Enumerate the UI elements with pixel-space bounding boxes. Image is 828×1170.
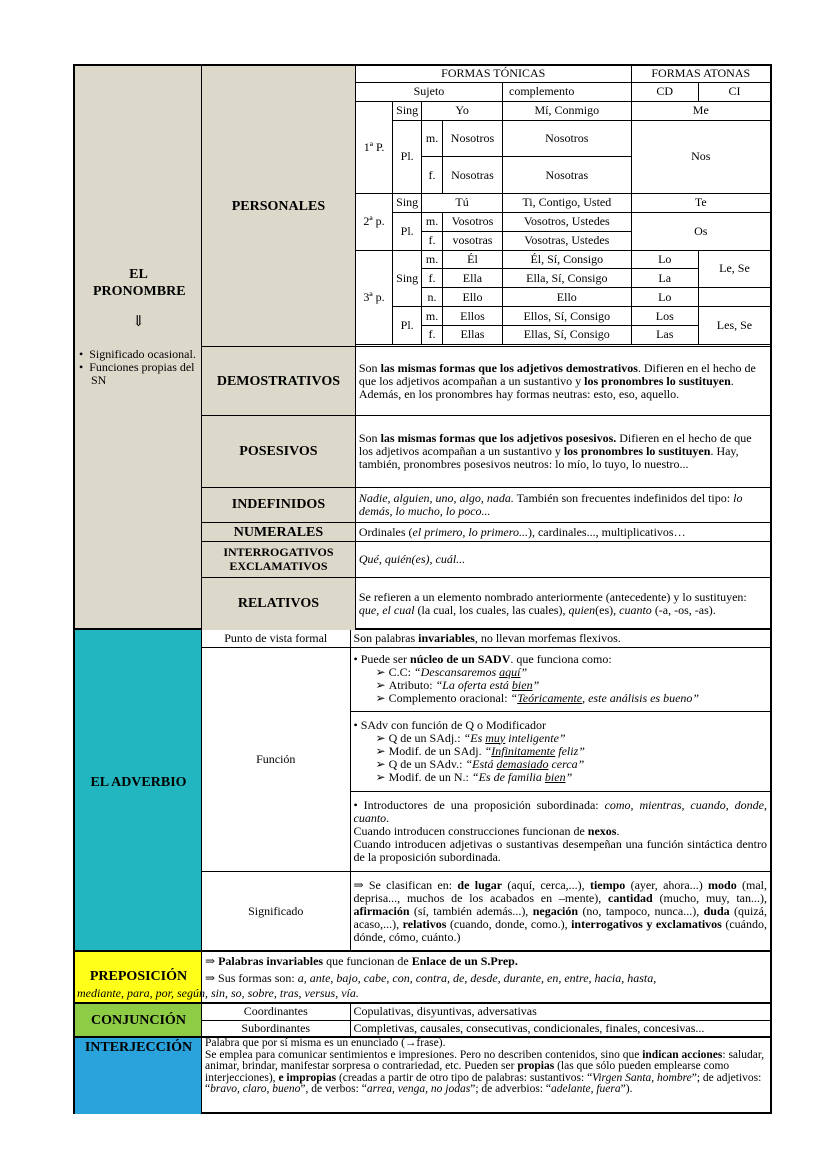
pronoun-cell: Ellas, Sí, Consigo	[503, 326, 632, 345]
interjeccion-section	[75, 1038, 770, 1114]
relativos-label: RELATIVOS	[202, 577, 355, 630]
pronoun-cell: Te	[631, 193, 770, 212]
subordinantes-text: Completivas, causales, consecutivas, condicionales, finales, concesivas...	[350, 1020, 770, 1036]
pronoun-cell: Lo	[631, 288, 698, 307]
pronoun-cell: Ellas	[442, 326, 502, 345]
pronombre-section	[75, 66, 770, 630]
pronoun-cell: Nosotras	[442, 157, 502, 194]
pronombre-note: • Funciones propias del SN	[79, 360, 195, 387]
pronoun-cell: Él	[442, 250, 502, 269]
funcion-introductores: • Introductores de una proposición subordinada: como, mientras, cuando, donde, cuanto. Cuando introducen construcciones funcionan de nexos. Cuando introducen adjetivas o sustantivas desempeñan una función sintáctica dentro de la proposición subordinada.	[350, 791, 770, 871]
funcion-modificador: • SAdv con función de Q o Modificador ➢ Q de un SAdj.: “Es muy inteligente” ➢ Modif. de un SAdj. “Infinitamente feliz” ➢ Q de un SAdv.: “Está demasiado cerca” ➢ Modif. de un N.: “Es de familia bien”	[350, 711, 770, 791]
number-pl: Pl.	[393, 307, 422, 345]
interjeccion-title: INTERJECCIÓN	[84, 1040, 193, 1055]
pronoun-cell: Nosotros	[442, 120, 502, 157]
conjuncion-body	[202, 1004, 770, 1036]
gender-f: f.	[422, 157, 443, 194]
personales-label: PERSONALES	[202, 66, 355, 347]
coordinantes-text: Copulativas, disyuntivas, adversativas	[350, 1004, 770, 1020]
formal-label: Punto de vista formal	[202, 630, 350, 647]
preposicion-line-2: ⇒ Sus formas son: a, ante, bajo, cabe, con, contra, de, desde, durante, en, entre, hacia, hasta, mediante, para, por, según, sin, so, sobre, tras, versus, vía.	[77, 971, 657, 1000]
gender-f: f.	[422, 269, 443, 288]
funcion-label: Función	[202, 647, 350, 871]
adverbio-title: EL ADVERBIO	[90, 775, 187, 790]
interrogativos-label-line: INTERROGATIVOS	[223, 545, 334, 560]
pronoun-cell: Él, Sí, Consigo	[503, 250, 632, 269]
significado-text: ⇒ Se clasifican en: de lugar (aquí, cerca,...), tiempo (ayer, ahora...) modo (mal, deprisa..., muchos de los acabados en –mente), cantidad (mucho, muy, tan...), afirmación (sí, también además...), negación (no, tampoco, nunca...), duda (quizá, acaso,...), relativos (cuando, donde, como.), interrogativos y exclamativos (cuándo, dónde, cómo, cuánto.)	[350, 871, 770, 952]
conjuncion-section	[75, 1004, 770, 1038]
interrogativos-label	[202, 542, 355, 578]
significado-label: Significado	[202, 871, 350, 952]
pronoun-cell: Os	[631, 212, 770, 250]
down-arrow-icon: ⇓	[132, 314, 145, 330]
number-sing: Sing	[393, 193, 422, 212]
funcion-sadv: • Puede ser núcleo de un SADV. que funciona como: ➢ C.C: “Descansaremos aquí” ➢ Atributo: “La oferta está bien” ➢ Complemento oracional: “Teóricamente, este análisis es bueno”	[350, 647, 770, 711]
preposicion-title: PREPOSICIÓN	[89, 969, 188, 984]
formal-text: Son palabras invariables, no llevan morfemas flexivos.	[350, 630, 770, 647]
pronoun-cell: Ella	[442, 269, 502, 288]
indefinidos-label: INDEFINIDOS	[202, 487, 355, 523]
pronoun-cell: Ti, Contigo, Usted	[503, 193, 632, 212]
pronoun-cell: Nosotras	[503, 157, 632, 194]
pronoun-cell: Ello	[442, 288, 502, 307]
empty-cell	[698, 288, 770, 307]
pronoun-cell: Vosotros	[442, 212, 502, 231]
pronombre-header	[75, 66, 202, 628]
indefinidos-text: Nadie, alguien, uno, algo, nada. También son frecuentes indefinidos del tipo: lo demás, lo mucho, lo poco...	[355, 487, 770, 523]
interrogativos-text: Qué, quién(es), cuál...	[355, 542, 770, 578]
numerales-label: NUMERALES	[202, 523, 355, 542]
pronoun-cell: Vosotras, Ustedes	[503, 231, 632, 250]
pronombre-title: EL PRONOMBRE	[93, 267, 186, 299]
number-pl: Pl.	[393, 120, 422, 193]
adverbio-header	[75, 630, 202, 950]
demostrativos-label: DEMOSTRATIVOS	[202, 347, 355, 416]
posesivos-label: POSESIVOS	[202, 416, 355, 487]
numerales-text: Ordinales (el primero, lo primero...), cardinales..., multiplicativos…	[355, 523, 770, 542]
gender-m: m.	[422, 120, 443, 157]
pronoun-cell: vosotras	[442, 231, 502, 250]
persona-2: 2ª p.	[355, 193, 392, 250]
grammar-sheet	[73, 64, 772, 1114]
exclamativos-label-line: EXCLAMATIVOS	[229, 559, 328, 574]
relativos-text: Se refieren a un elemento nombrado anteriormente (antecedente) y lo sustituyen: que, el cual (la cual, los cuales, las cuales), quien(es), cuanto (-a, -os, -as).	[355, 577, 770, 630]
preposicion-section	[75, 952, 770, 1004]
pronoun-cell: Yo	[422, 101, 503, 120]
number-sing: Sing	[393, 250, 422, 307]
preposicion-line-1: ⇒ Palabras invariables que funcionan de Enlace de un S.Prep.	[205, 954, 518, 968]
pronoun-cell: Vosotros, Ustedes	[503, 212, 632, 231]
coordinantes-label: Coordinantes	[202, 1004, 350, 1020]
interjeccion-header	[75, 1038, 202, 1114]
pronoun-cell: Les, Se	[698, 307, 770, 345]
pronoun-cell: Ella, Sí, Consigo	[503, 269, 632, 288]
pronoun-cell: Ello	[503, 288, 632, 307]
pronombre-note: • Significado ocasional.	[79, 347, 196, 361]
gender-m: m.	[422, 307, 443, 326]
header-formas-atonas: FORMAS ATONAS	[631, 66, 770, 82]
pronoun-cell: Los	[631, 307, 698, 326]
persona-3: 3ª p.	[355, 250, 392, 344]
subordinantes-label: Subordinantes	[202, 1020, 350, 1036]
number-sing: Sing	[393, 101, 422, 120]
conjuncion-header	[75, 1004, 202, 1036]
pronoun-cell: Ellos	[442, 307, 502, 326]
gender-f: f.	[422, 326, 443, 345]
pronoun-cell: Nos	[631, 120, 770, 193]
header-complemento: complemento	[503, 82, 632, 101]
number-pl: Pl.	[393, 212, 422, 250]
persona-1: 1ª P.	[355, 101, 392, 193]
gender-m: m.	[422, 212, 443, 231]
posesivos-text: Son las mismas formas que los adjetivos posesivos. Difieren en el hecho de que los adjetivos acompañan a un sustantivo y los pronombres lo sustituyen. Hay, también, pronombres posesivos neutros: lo mío, lo tuyo, lo nuestro...	[355, 416, 770, 487]
pronoun-cell: Tú	[422, 193, 503, 212]
pronoun-cell: Mí, Conmigo	[503, 101, 632, 120]
pronoun-cell: Me	[631, 101, 770, 120]
header-cd: CD	[631, 82, 698, 101]
pronombre-body	[202, 66, 770, 628]
pronoun-cell: Lo	[631, 250, 698, 269]
conjuncion-title: CONJUNCIÓN	[91, 1013, 186, 1028]
pronoun-cell: Las	[631, 326, 698, 345]
header-ci: CI	[698, 82, 770, 101]
pronoun-cell: Le, Se	[698, 250, 770, 288]
adverbio-body	[202, 630, 770, 950]
demostrativos-text: Son las mismas formas que los adjetivos demostrativos. Difieren en el hecho de que los adjetivos acompañan a un sustantivo y los pronombres lo sustituyen. Además, en los pronombres hay formas neutras: esto, eso, aquello.	[355, 347, 770, 416]
gender-n: n.	[422, 288, 443, 307]
gender-f: f.	[422, 231, 443, 250]
adverbio-section	[75, 630, 770, 952]
header-formas-tonicas: FORMAS TÓNICAS	[355, 66, 631, 82]
gender-m: m.	[422, 250, 443, 269]
pronoun-cell: Nosotros	[503, 120, 632, 157]
pronoun-cell: Ellos, Sí, Consigo	[503, 307, 632, 326]
interjeccion-body: Palabra que por sí misma es un enunciado (→frase). Se emplea para comunicar sentimientos e impresiones. Pero no describen contenidos, sino que indican acciones: saludar, animar, brindar, manifestar sorpresa o contrariedad, etc. Pueden ser propias (las que sólo pueden emplearse como interjecciones), e impropias (creadas a partir de otro tipo de palabras: sustantivos: “Virgen Santa, hombre”; de adjetivos: “bravo, claro, bueno”, de verbos: “arrea, venga, no jodas”; de adverbios: “adelante, fuera”).	[205, 1037, 765, 1095]
header-sujeto: Sujeto	[355, 82, 502, 101]
pronoun-cell: La	[631, 269, 698, 288]
